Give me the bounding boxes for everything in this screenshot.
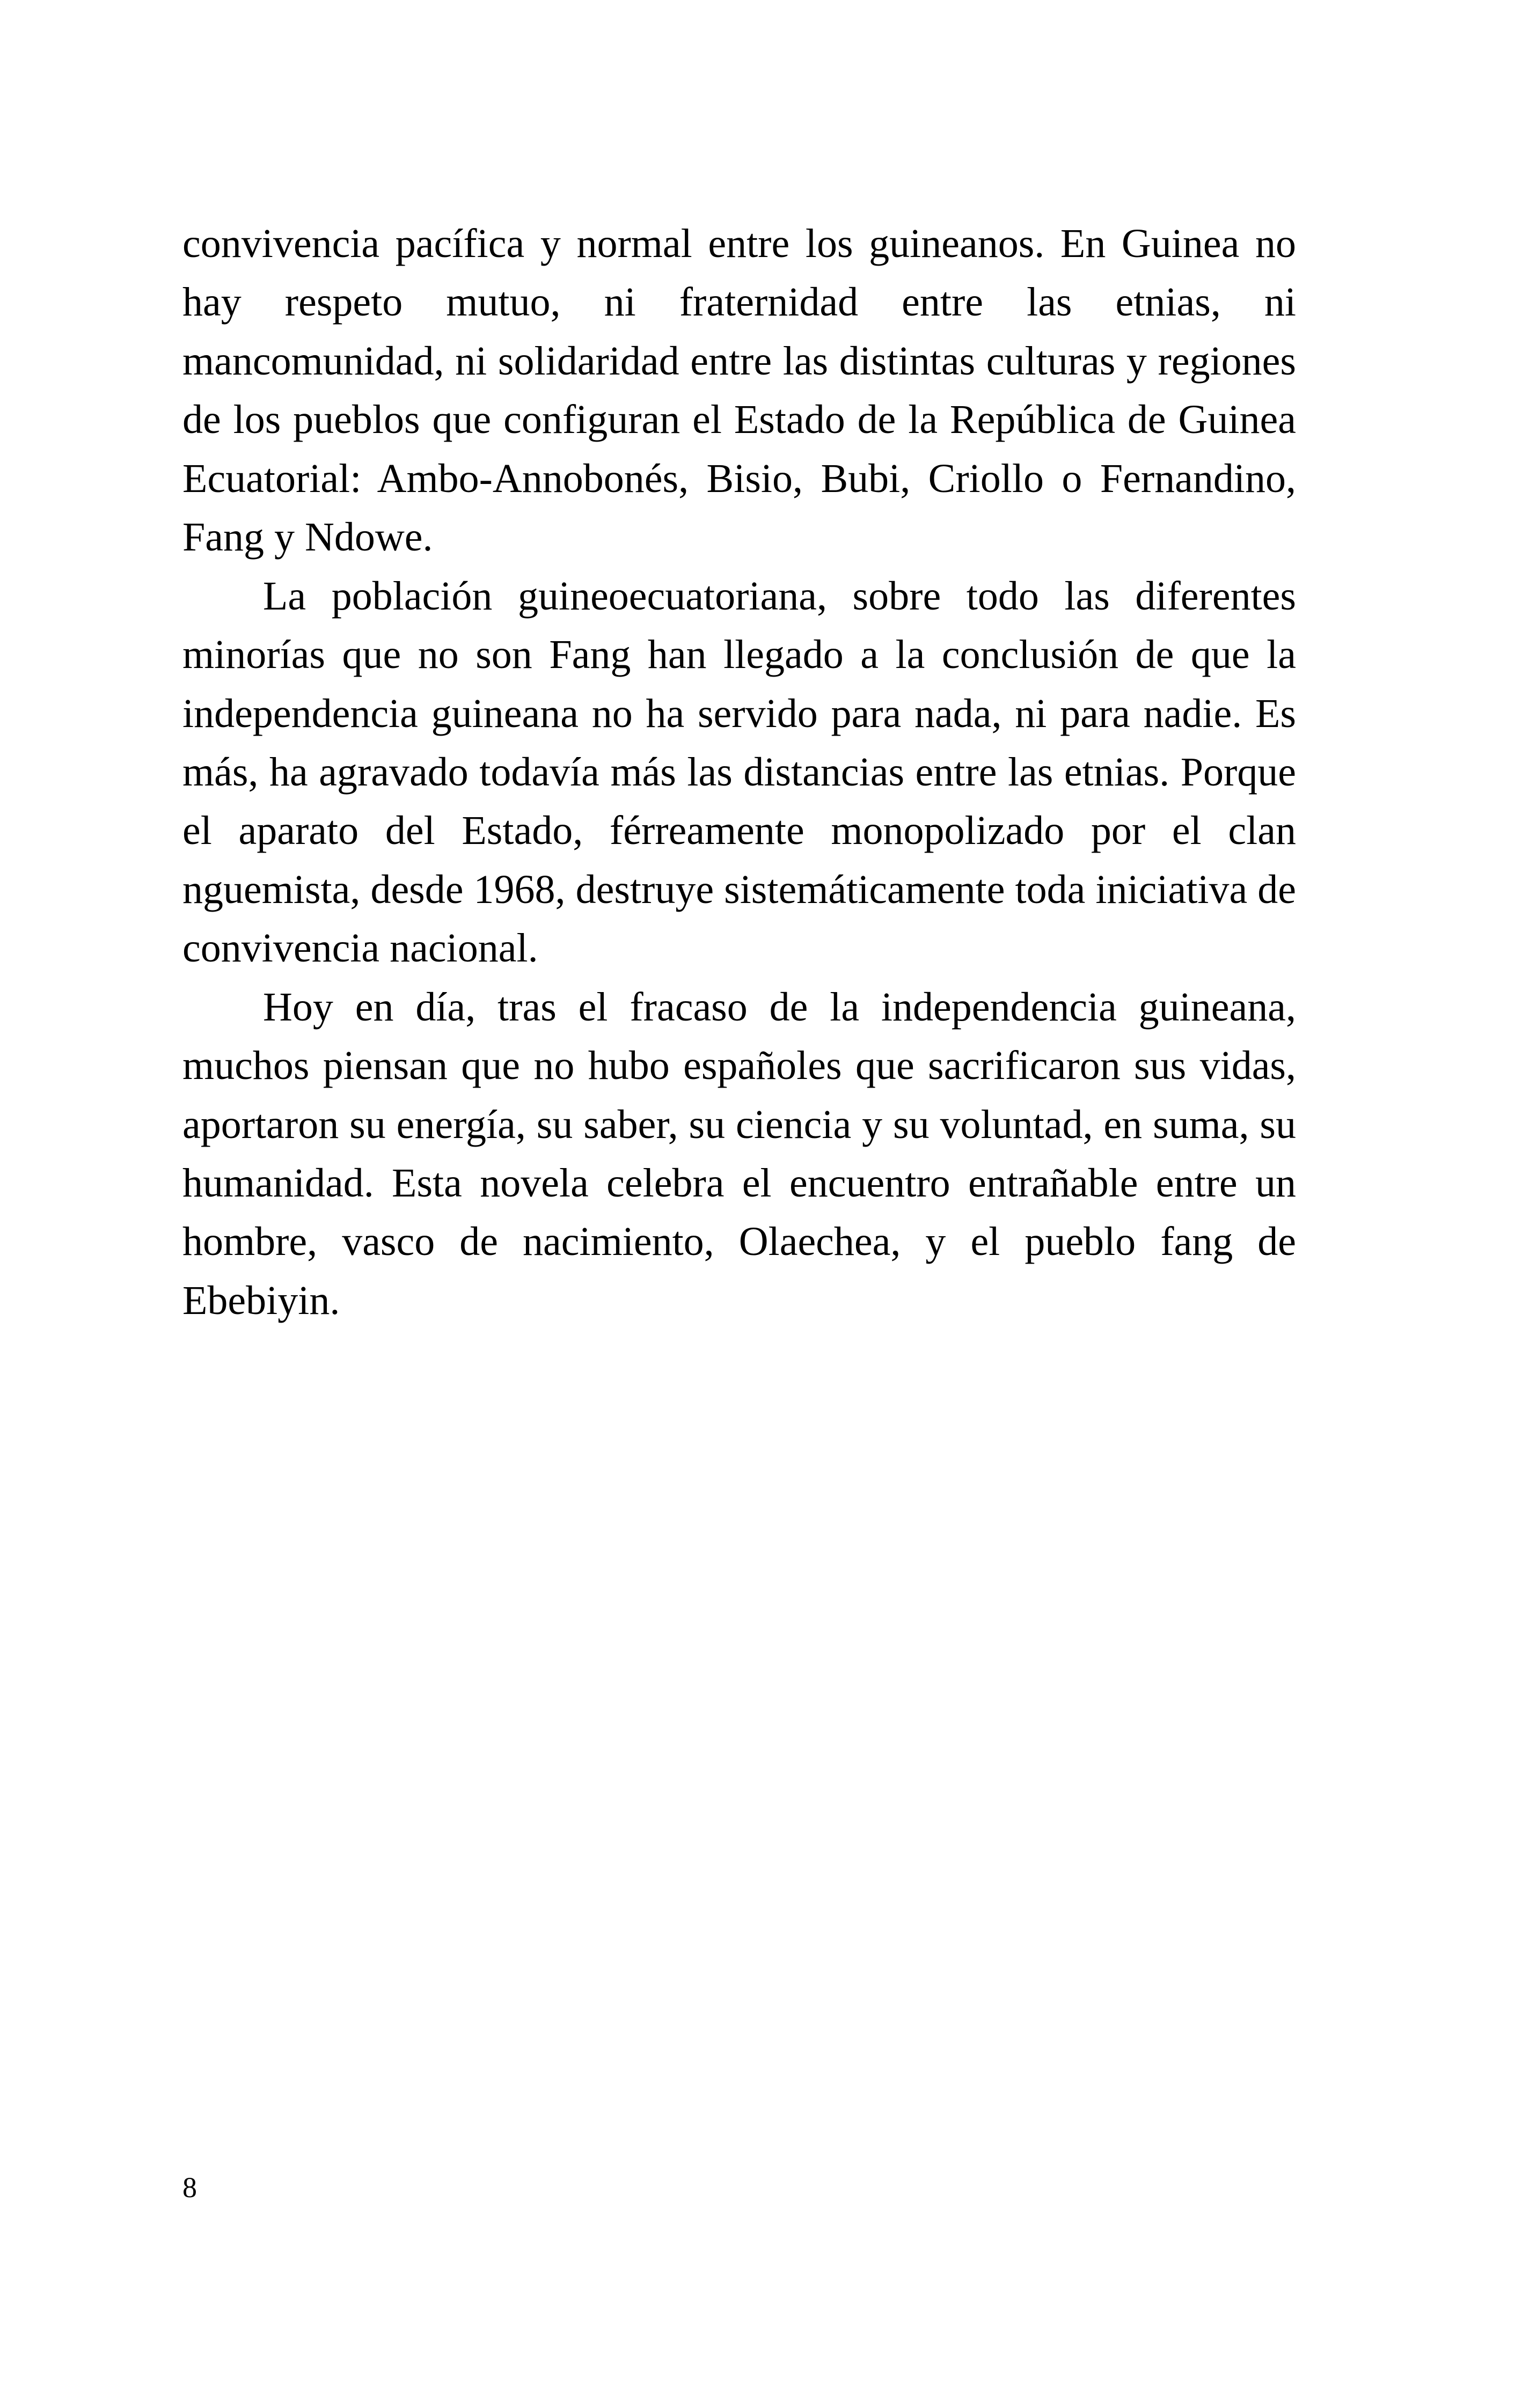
page-number: 8 (182, 2171, 197, 2204)
paragraph-3: Hoy en día, tras el fracaso de la independencia guineana, muchos piensan que no hubo españoles que sacrificaron sus vidas, aportaron su energía, su saber, su ciencia y su voluntad, en suma, su humanidad. Esta novela celebra el encuentro entrañable entre un hombre, vasco de nacimiento, Olaechea, y el pueblo fang de Ebebiyin. (182, 984, 1296, 1323)
paragraph-1: convivencia pacífica y normal entre los guineanos. En Guinea no hay respeto mutuo, ni fraternidad entre las etnias, ni mancomunidad, ni solidaridad entre las distintas culturas y regiones de los pueblos que configuran el Estado de la República de Guinea Ecuatorial: Ambo-Annobonés, Bisio, Bubi, Criollo o Fernandino, Fang y Ndowe. (182, 221, 1296, 560)
body-text (182, 215, 1296, 1330)
paragraph-2: La población guineoecuatoriana, sobre todo las diferentes minorías que no son Fang han llegado a la conclusión de que la independencia guineana no ha servido para nada, ni para nadie. Es más, ha agravado todavía más las distancias entre las etnias. Porque el aparato del Estado, férreamente monopolizado por el clan nguemista, desde 1968, destruye sistemáticamente toda iniciativa de convivencia nacional. (182, 573, 1296, 971)
